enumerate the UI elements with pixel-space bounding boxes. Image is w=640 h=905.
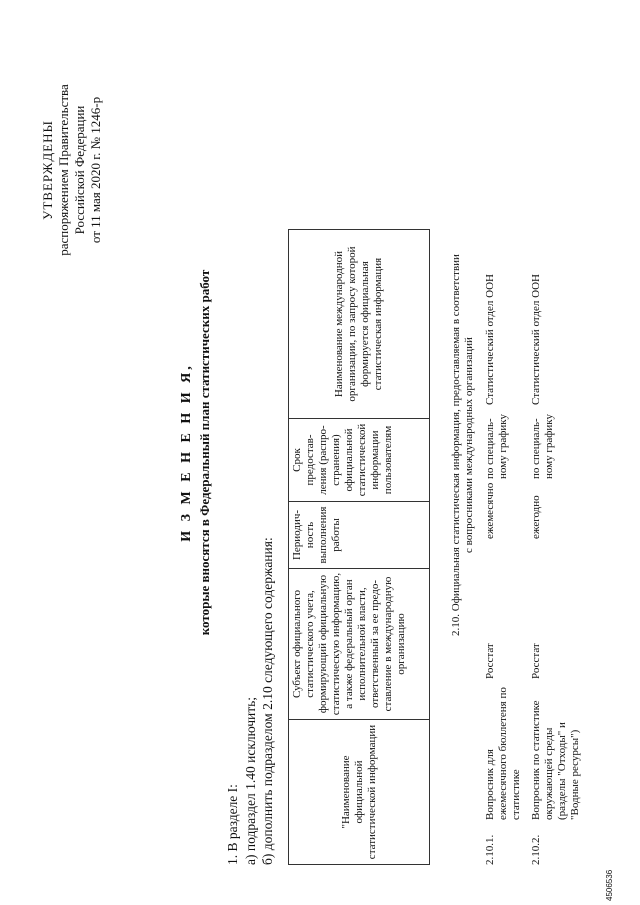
- approval-block: [40, 35, 104, 305]
- header-row: [289, 230, 430, 865]
- section-title-line: с вопросниками международных организаций: [463, 337, 475, 553]
- row-name: Вопросник по статистике окружающей среды (разделы "Отходы" и "Водные ресурсы"): [530, 700, 581, 820]
- row-number: 2.10.1.: [484, 834, 496, 865]
- approval-date-line: от 11 мая 2020 г. № 1246-р: [88, 96, 103, 244]
- header-cell-name: "Наименование официальной статистической информации: [289, 720, 430, 865]
- header-cell-subject: Субъект официального статистического учета, формирующий официальную статистическую информацию, а также федеральный орган исполнительной власти, ответственный за ее предо-ставление в международную организацию: [289, 569, 430, 720]
- intro-line: б) дополнить подразделом 2.10 следующего содержания:: [260, 537, 275, 865]
- approval-line: распоряжением Правительства: [56, 84, 71, 256]
- title-main: И З М Е Н Е Н И Я,: [179, 363, 194, 542]
- row-number: 2.10.2.: [530, 834, 542, 865]
- row-term: по специаль-ному графику: [530, 414, 555, 479]
- intro-line: а) подраздел 1.40 исключить;: [242, 696, 258, 865]
- row-subject: Росстат: [484, 643, 496, 679]
- row-term: по специаль-ному графику: [484, 414, 509, 479]
- row-subject: Росстат: [530, 643, 542, 679]
- approval-header: УТВЕРЖДЕНЫ: [40, 120, 55, 220]
- approval-line: Российской Федерации: [72, 105, 87, 235]
- row-organization: Статистический отдел ООН: [484, 273, 496, 405]
- document-title: [178, 0, 213, 905]
- row-periodicity: ежегодно: [530, 495, 542, 539]
- row-organization: Статистический отдел ООН: [530, 273, 542, 405]
- row-name: Вопросник для ежемесячного бюллетеня по статистике: [484, 687, 522, 820]
- header-table: [288, 229, 430, 865]
- title-subtitle: которые вносятся в Федеральный план статистических работ: [197, 269, 212, 636]
- header-cell-term: Срок предостав-ления (распро-странения) официальной статистической информации пользователям: [289, 419, 430, 502]
- section-title: [450, 195, 476, 695]
- header-cell-organization: Наименование международной организации, по запросу которой формируется официальная статистическая информация: [289, 230, 430, 419]
- intro-line: 1. В разделе I:: [225, 784, 240, 865]
- section-title-line: 2.10. Официальная статистическая информация, предоставляемая в соответствии: [450, 254, 462, 636]
- header-cell-periodicity: Периодич-ность выполнения работы: [289, 502, 430, 569]
- intro-paragraphs: [224, 537, 277, 865]
- document-side-number: 4506536: [605, 869, 614, 901]
- row-periodicity: ежемесячно: [484, 482, 496, 539]
